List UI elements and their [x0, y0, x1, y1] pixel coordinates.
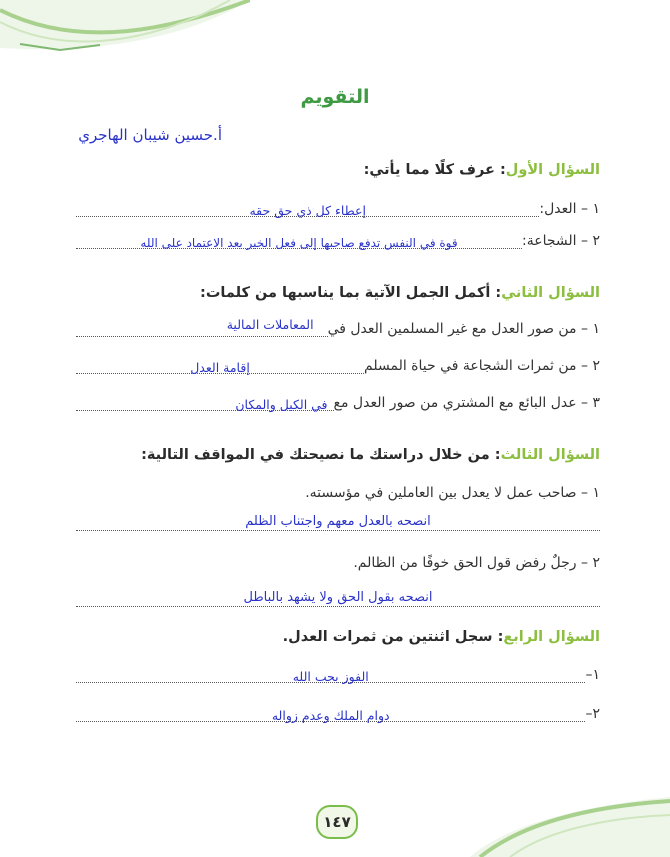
q3-item-1-answer: انصحه بالعدل معهم واجتناب الظلم — [245, 514, 431, 529]
question-1-heading — [76, 157, 600, 183]
q2-item-2-answer: إقامة العدل — [190, 359, 250, 375]
q3-item-2-answer-line[interactable] — [76, 586, 600, 607]
question-1-label: السؤال الأول — [505, 162, 600, 178]
q2-item-2-answer-line[interactable] — [76, 347, 364, 374]
q1-item-2-answer: قوة في النفس تدفع صاحبها إلى فعل الخير بعد الاعتماد على الله — [140, 235, 458, 250]
q1-item-2 — [76, 228, 600, 254]
q3-item-1-text: ١ – صاحب عمل لا يعدل بين العاملين في مؤسسته. — [305, 485, 600, 501]
top-decoration — [0, 0, 250, 60]
q4-item-2-answer: دوام الملك وعدم زواله — [271, 707, 390, 723]
q3-item-1 — [76, 480, 600, 506]
question-3-prompt: : من خلال دراستك ما نصيحتك في المواقف التالية: — [141, 447, 501, 463]
q4-item-2-text: ٢– — [585, 706, 600, 722]
q4-item-1 — [76, 662, 600, 688]
q2-item-1-answer: المعاملات المالية — [226, 316, 314, 332]
q2-item-3-answer-line[interactable] — [76, 384, 334, 411]
question-2-label: السؤال الثاني — [501, 285, 600, 301]
q2-item-1-answer-line[interactable] — [76, 310, 328, 337]
q4-item-2 — [76, 701, 600, 727]
q1-item-1-answer: إعطاء كل ذي حق حقه — [249, 202, 366, 218]
q2-item-1-text: ١ – من صور العدل مع غير المسلمين العدل في — [327, 321, 600, 337]
q3-item-2-text: ٢ – رجلٌ رفض قول الحق خوفًا من الظالم. — [353, 555, 600, 571]
q4-item-1-answer-line[interactable] — [76, 656, 585, 683]
bottom-decoration — [470, 797, 670, 857]
q2-item-1 — [76, 316, 600, 342]
question-2-heading — [76, 280, 600, 306]
q3-item-2-answer: انصحه بقول الحق ولا يشهد بالباطل — [243, 590, 433, 605]
question-3-label: السؤال الثالث — [500, 447, 600, 463]
question-2-prompt: : أكمل الجمل الآتية بما يناسبها من كلمات: — [200, 285, 502, 301]
q4-item-1-answer: الفوز بحب الله — [292, 668, 369, 684]
question-4-prompt: : سجل اثنتين من ثمرات العدل. — [282, 629, 504, 645]
page-number: ١٤٧ — [316, 805, 358, 839]
question-4-label: السؤال الرابع — [503, 629, 600, 645]
q1-item-1-text: ١ – العدل: — [539, 201, 600, 217]
author-name: أ.حسين شيبان الهاجري — [78, 126, 222, 144]
q1-item-1-answer-line[interactable] — [76, 190, 539, 217]
q2-item-2-text: ٢ – من ثمرات الشجاعة في حياة المسلم — [364, 358, 600, 374]
q4-item-1-text: ١– — [585, 667, 600, 683]
page-title: التقويم — [300, 86, 370, 108]
q1-item-2-text: ٢ – الشجاعة: — [522, 233, 600, 249]
q2-item-3 — [76, 390, 600, 416]
q2-item-3-answer: في الكيل والمكان — [235, 396, 328, 412]
question-1-prompt: : عرف كلًا مما يأتي: — [363, 162, 506, 178]
q4-item-2-answer-line[interactable] — [76, 695, 585, 722]
q3-item-2 — [76, 550, 600, 576]
q3-item-1-answer-line[interactable] — [76, 510, 600, 531]
q1-item-2-answer-line[interactable] — [76, 222, 522, 249]
question-3-heading — [76, 442, 600, 468]
q2-item-2 — [76, 353, 600, 379]
question-4-heading — [76, 624, 600, 650]
q1-item-1 — [76, 196, 600, 222]
q2-item-3-text: ٣ – عدل البائع مع المشتري من صور العدل مع — [333, 395, 600, 411]
